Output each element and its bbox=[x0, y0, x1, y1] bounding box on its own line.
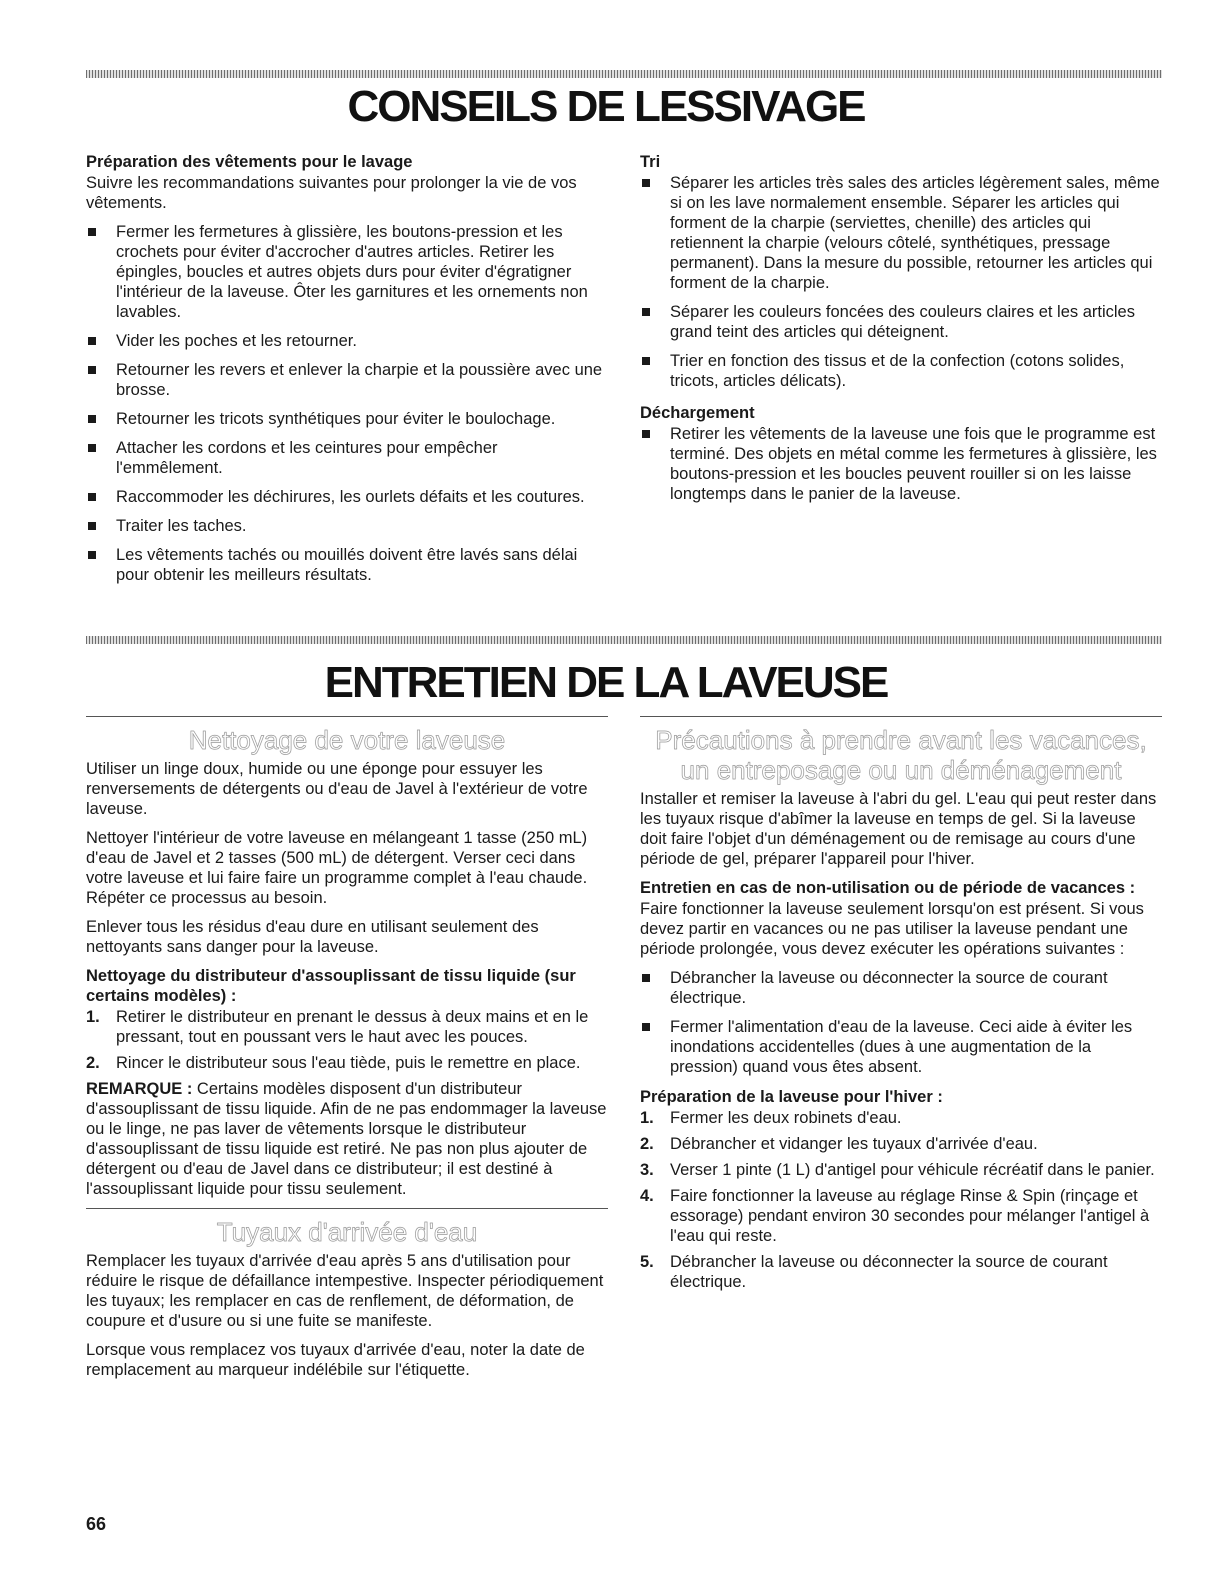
square-bullet-icon bbox=[88, 444, 96, 452]
vacances-heading: Entretien en cas de non-utilisation ou de période de vacances : bbox=[640, 879, 1136, 897]
step-number: 1. bbox=[640, 1109, 654, 1127]
divider bbox=[86, 1208, 608, 1209]
list-item bbox=[86, 487, 606, 507]
dechargement-list bbox=[640, 424, 1162, 504]
numbered-step bbox=[86, 1053, 608, 1073]
square-bullet-icon bbox=[88, 522, 96, 530]
list-item bbox=[86, 438, 606, 478]
square-bullet-icon bbox=[88, 366, 96, 374]
step-number: 5. bbox=[640, 1253, 654, 1271]
numbered-step bbox=[86, 1007, 608, 1047]
step-number: 2. bbox=[640, 1135, 654, 1153]
square-bullet-icon bbox=[642, 1023, 650, 1031]
tuyaux-heading: Tuyaux d'arrivée d'eau bbox=[216, 1217, 478, 1247]
square-bullet-icon bbox=[88, 415, 96, 423]
hiver-heading: Préparation de la laveuse pour l'hiver : bbox=[640, 1088, 943, 1106]
section-title-entretien: ENTRETIEN DE LA LAVEUSE bbox=[324, 658, 888, 707]
square-bullet-icon bbox=[642, 308, 650, 316]
numbered-step bbox=[640, 1160, 1162, 1180]
hiver-steps bbox=[640, 1108, 1162, 1292]
list-item bbox=[640, 351, 1162, 391]
square-bullet-icon bbox=[88, 337, 96, 345]
list-item bbox=[86, 516, 606, 536]
square-bullet-icon bbox=[88, 493, 96, 501]
numbered-step bbox=[640, 1134, 1162, 1154]
step-text: Rincer le distributeur sous l'eau tiède, puis le remettre en place. bbox=[116, 1054, 581, 1072]
list-item-text: Retirer les vêtements de la laveuse une fois que le programme est terminé. Des objets en métal comme les fermetures à glissière, les boutons-pression et les boucles peuvent rouiller si on les laisse longtemps dans le panier de la laveuse. bbox=[670, 425, 1157, 503]
list-item bbox=[86, 360, 606, 400]
list-item-text: Attacher les cordons et les ceintures pour empêcher l'emmêlement. bbox=[116, 439, 498, 477]
list-item bbox=[86, 545, 606, 585]
top-decorative-rule bbox=[86, 70, 1162, 78]
list-item bbox=[86, 331, 606, 351]
numbered-step bbox=[640, 1186, 1162, 1246]
list-item-text: Retourner les tricots synthétiques pour éviter le boulochage. bbox=[116, 410, 556, 428]
list-item-text: Fermer les fermetures à glissière, les boutons-pression et les crochets pour éviter d'accrocher d'autres articles. Retirer les épingles, boucles et autres objets durs pour éviter d'égratigner l'intérieur de la laveuse. Ôter les garnitures et les ornements non lavables. bbox=[116, 223, 588, 321]
list-item-text: Traiter les taches. bbox=[116, 517, 247, 535]
remarque-label: REMARQUE : bbox=[86, 1080, 193, 1098]
step-number: 1. bbox=[86, 1008, 100, 1026]
list-item-text: Raccommoder les déchirures, les ourlets défaits et les coutures. bbox=[116, 488, 585, 506]
list-item-text: Séparer les articles très sales des articles légèrement sales, même si on les lave normalement ensemble. Séparer les articles qui forment de la charpie (serviettes, chenille) des articles qui retiennent la charpie (velours côtelé, synthétiques, pressage permanent). Dans la mesure du possible, retourner les articles qui forment de la charpie. bbox=[670, 174, 1160, 292]
nettoyage-paragraph: Enlever tous les résidus d'eau dure en utilisant seulement des nettoyants sans danger pour la laveuse. bbox=[86, 918, 539, 956]
tri-heading: Tri bbox=[640, 153, 661, 171]
tuyaux-paragraphs bbox=[86, 1251, 608, 1380]
list-item bbox=[640, 968, 1162, 1008]
square-bullet-icon bbox=[88, 228, 96, 236]
tuyaux-paragraph: Remplacer les tuyaux d'arrivée d'eau après 5 ans d'utilisation pour réduire le risque de défaillance intempestive. Inspecter périodiquement les tuyaux; les remplacer en cas de renflement, de déformation, de coupure et d'usure ou si une fuite se manifeste. bbox=[86, 1252, 604, 1330]
list-item bbox=[640, 424, 1162, 504]
square-bullet-icon bbox=[88, 551, 96, 559]
step-text: Faire fonctionner la laveuse au réglage Rinse & Spin (rinçage et essorage) pendant environ 30 secondes pour mélanger l'antigel à l'eau qui reste. bbox=[670, 1187, 1150, 1245]
step-text: Débrancher et vidanger les tuyaux d'arrivée d'eau. bbox=[670, 1135, 1038, 1153]
list-item-text: Séparer les couleurs foncées des couleurs claires et les articles grand teint des articles qui déteignent. bbox=[670, 303, 1135, 341]
list-item bbox=[86, 222, 606, 322]
nettoyage-paragraph: Utiliser un linge doux, humide ou une éponge pour essuyer les renversements de détergents ou d'eau de Javel à l'extérieur de votre laveuse. bbox=[86, 760, 588, 818]
square-bullet-icon bbox=[642, 974, 650, 982]
page-number: 66 bbox=[86, 1514, 107, 1534]
list-item-text: Trier en fonction des tissus et de la confection (cotons solides, tricots, articles délicats). bbox=[670, 352, 1125, 390]
step-number: 2. bbox=[86, 1054, 100, 1072]
step-number: 3. bbox=[640, 1161, 654, 1179]
square-bullet-icon bbox=[642, 357, 650, 365]
step-text: Fermer les deux robinets d'eau. bbox=[670, 1109, 902, 1127]
numbered-step bbox=[640, 1108, 1162, 1128]
nettoyage-heading: Nettoyage de votre laveuse bbox=[188, 725, 506, 755]
entretien-left-column bbox=[86, 716, 608, 1389]
list-item-text: Vider les poches et les retourner. bbox=[116, 332, 357, 350]
preparation-heading: Préparation des vêtements pour le lavage bbox=[86, 153, 413, 171]
preparation-intro: Suivre les recommandations suivantes pour prolonger la vie de vos vêtements. bbox=[86, 174, 577, 212]
square-bullet-icon bbox=[642, 430, 650, 438]
conseils-left-column bbox=[86, 152, 606, 594]
precautions-intro: Installer et remiser la laveuse à l'abri du gel. L'eau qui peut rester dans les tuyaux risque d'abîmer la laveuse en temps de gel. Si la laveuse doit faire l'objet d'un déménagement ou de remisage au cours d'une période de gel, préparer l'appareil pour l'hiver. bbox=[640, 790, 1157, 868]
tuyaux-paragraph: Lorsque vous remplacez vos tuyaux d'arrivée d'eau, noter la date de remplacement au marqueur indélébile sur l'étiquette. bbox=[86, 1341, 585, 1379]
precautions-heading-line1: Précautions à prendre avant les vacances, bbox=[655, 725, 1147, 755]
distributeur-steps bbox=[86, 1007, 608, 1073]
vacances-intro: Faire fonctionner la laveuse seulement lorsqu'on est présent. Si vous devez partir en vacances ou ne pas utiliser la laveuse pendant une période prolongée, vous devez exécuter les opérations suivantes : bbox=[640, 900, 1144, 958]
preparation-list bbox=[86, 222, 606, 585]
conseils-right-column bbox=[640, 152, 1162, 513]
divider bbox=[640, 716, 1162, 717]
step-text: Retirer le distributeur en prenant le dessus à deux mains et en le pressant, tout en poussant vers le haut avec les pouces. bbox=[116, 1008, 589, 1046]
entretien-right-column bbox=[640, 716, 1162, 1298]
list-item bbox=[640, 302, 1162, 342]
step-number: 4. bbox=[640, 1187, 654, 1205]
precautions-heading-line2: un entreposage ou un déménagement bbox=[680, 755, 1122, 785]
vacances-list bbox=[640, 968, 1162, 1077]
nettoyage-paragraph: Nettoyer l'intérieur de votre laveuse en mélangeant 1 tasse (250 mL) d'eau de Javel et 2 tasses (500 mL) de détergent. Verser ceci dans votre laveuse et lui faire faire un programme complet à l'eau chaude. Répéter ce processus au besoin. bbox=[86, 829, 588, 907]
section-title-conseils: CONSEILS DE LESSIVAGE bbox=[347, 82, 865, 131]
tri-list bbox=[640, 173, 1162, 391]
step-text: Débrancher la laveuse ou déconnecter la source de courant électrique. bbox=[670, 1253, 1108, 1291]
list-item-text: Les vêtements tachés ou mouillés doivent être lavés sans délai pour obtenir les meilleurs résultats. bbox=[116, 546, 578, 584]
list-item bbox=[640, 1017, 1162, 1077]
middle-decorative-rule bbox=[86, 636, 1162, 644]
dechargement-heading: Déchargement bbox=[640, 404, 755, 422]
nettoyage-paragraphs bbox=[86, 759, 608, 957]
numbered-step bbox=[640, 1252, 1162, 1292]
list-item bbox=[86, 409, 606, 429]
divider bbox=[86, 716, 608, 717]
list-item bbox=[640, 173, 1162, 293]
list-item-text: Retourner les revers et enlever la charpie et la poussière avec une brosse. bbox=[116, 361, 603, 399]
list-item-text: Débrancher la laveuse ou déconnecter la source de courant électrique. bbox=[670, 969, 1108, 1007]
list-item-text: Fermer l'alimentation d'eau de la laveuse. Ceci aide à éviter les inondations accidentelles (dues à une augmentation de la pression) quand vous êtes absent. bbox=[670, 1018, 1133, 1076]
remarque bbox=[86, 1079, 608, 1199]
step-text: Verser 1 pinte (1 L) d'antigel pour véhicule récréatif dans le panier. bbox=[670, 1161, 1155, 1179]
remarque-text: Certains modèles disposent d'un distributeur d'assouplissant de tissu liquide. Afin de ne pas endommager la laveuse ou le linge, ne pas laver de vêtements lorsque le distributeur d'assouplissant de tissu liquide est retiré. Ne pas non plus ajouter de détergent ou d'eau de Javel dans ce distributeur; il est destiné à l'assouplissant liquide pour tissu seulement. bbox=[86, 1080, 607, 1198]
distributeur-heading: Nettoyage du distributeur d'assouplissant de tissu liquide (sur certains modèles) : bbox=[86, 967, 576, 1005]
square-bullet-icon bbox=[642, 179, 650, 187]
